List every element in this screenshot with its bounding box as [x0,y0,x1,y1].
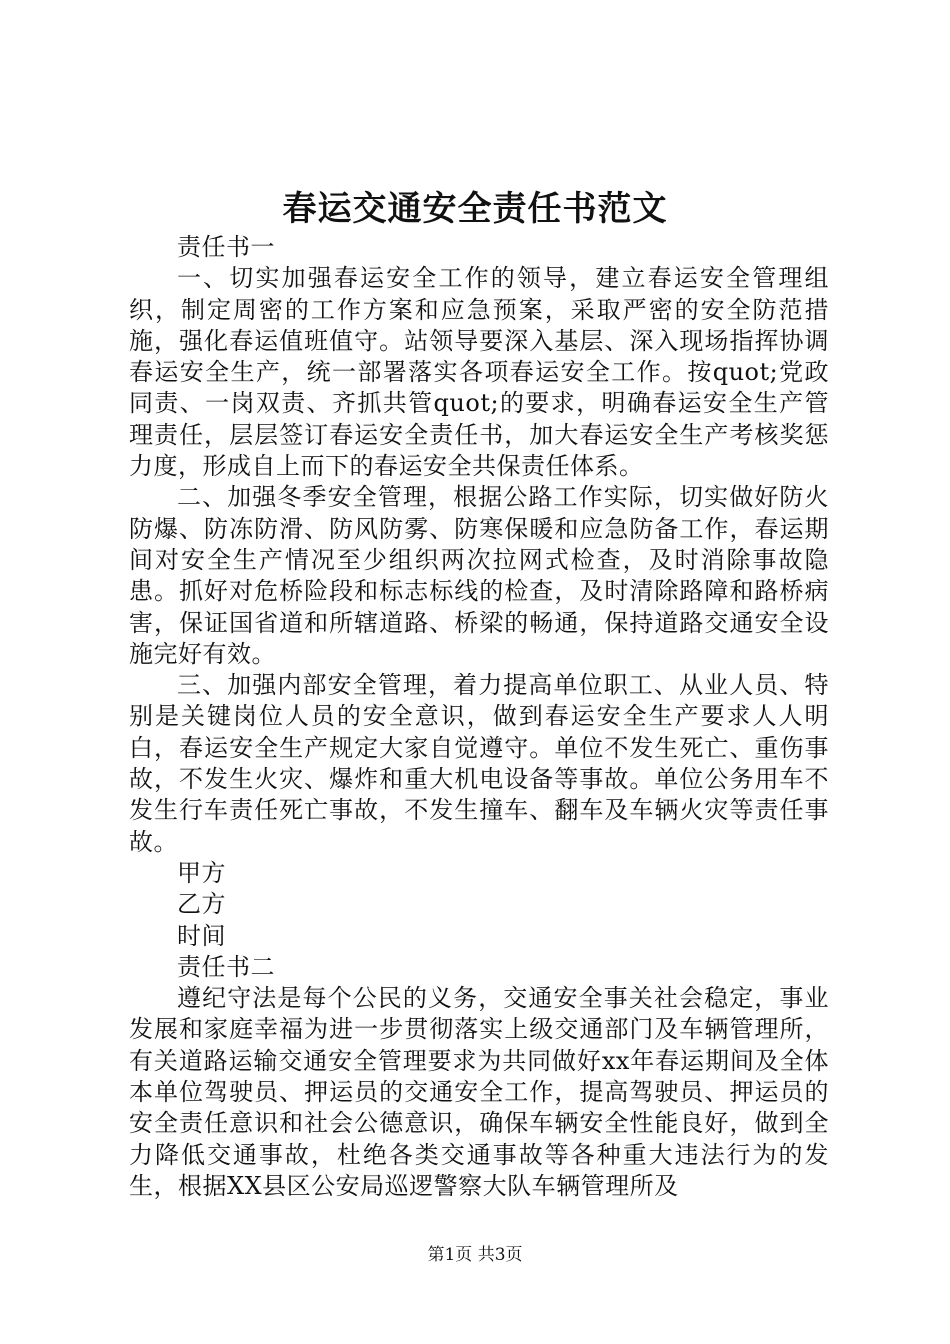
signature-party-a: 甲方 [177,858,226,887]
page-number: 第1页 共3页 [427,1245,523,1265]
document-body [129,232,829,1202]
signature-party-b: 乙方 [177,890,226,919]
section-heading-2: 责任书二 [177,952,275,981]
signature-date: 时间 [177,921,226,950]
paragraph: 三、加强内部安全管理，着力提高单位职工、从业人员、特别是关键岗位人员的安全意识，做到春运安全生产要求人人明白，春运安全生产规定大家自觉遵守。单位不发生死亡、重伤事故，不发生火灾、爆炸和重大机电设备等事故。单位公务用车不发生行车责任死亡事故，不发生撞车、翻车及车辆火灾等责任事故。 [129,671,829,856]
section-heading-1: 责任书一 [177,233,275,261]
document-title: 春运交通安全责任书范文 [282,189,668,229]
paragraph: 遵纪守法是每个公民的义务，交通安全事关社会稳定，事业发展和家庭幸福为进一步贯彻落实上级交通部门及车辆管理所，有关道路运输交通安全管理要求为共同做好xx年春运期间及全体本单位驾驶员、押运员的交通安全工作，提高驾驶员、押运员的安全责任意识和社会公德意识，确保车辆安全性能良好，做到全力降低交通事故，杜绝各类交通事故等各种重大违法行为的发生，根据XX县区公安局巡逻警察大队车辆管理所及 [129,984,829,1200]
paragraph: 一、切实加强春运安全工作的领导，建立春运安全管理组织，制定周密的工作方案和应急预案，采取严密的安全防范措施，强化春运值班值守。站领导要深入基层、深入现场指挥协调春运安全生产，统一部署落实各项春运安全工作。按quot;党政同责、一岗双责、齐抓共管quot;的要求，明确春运安全生产管理责任，层层签订春运安全责任书，加大春运安全生产考核奖惩力度，形成自上而下的春运安全共保责任体系。 [129,264,829,481]
paragraph: 二、加强冬季安全管理，根据公路工作实际，切实做好防火防爆、防冻防滑、防风防雾、防寒保暖和应急防备工作，春运期间对安全生产情况至少组织两次拉网式检查，及时消除事故隐患。抓好对危桥险段和标志标线的检查，及时清除路障和路桥病害，保证国省道和所辖道路、桥梁的畅通，保持道路交通安全设施完好有效。 [129,483,829,668]
